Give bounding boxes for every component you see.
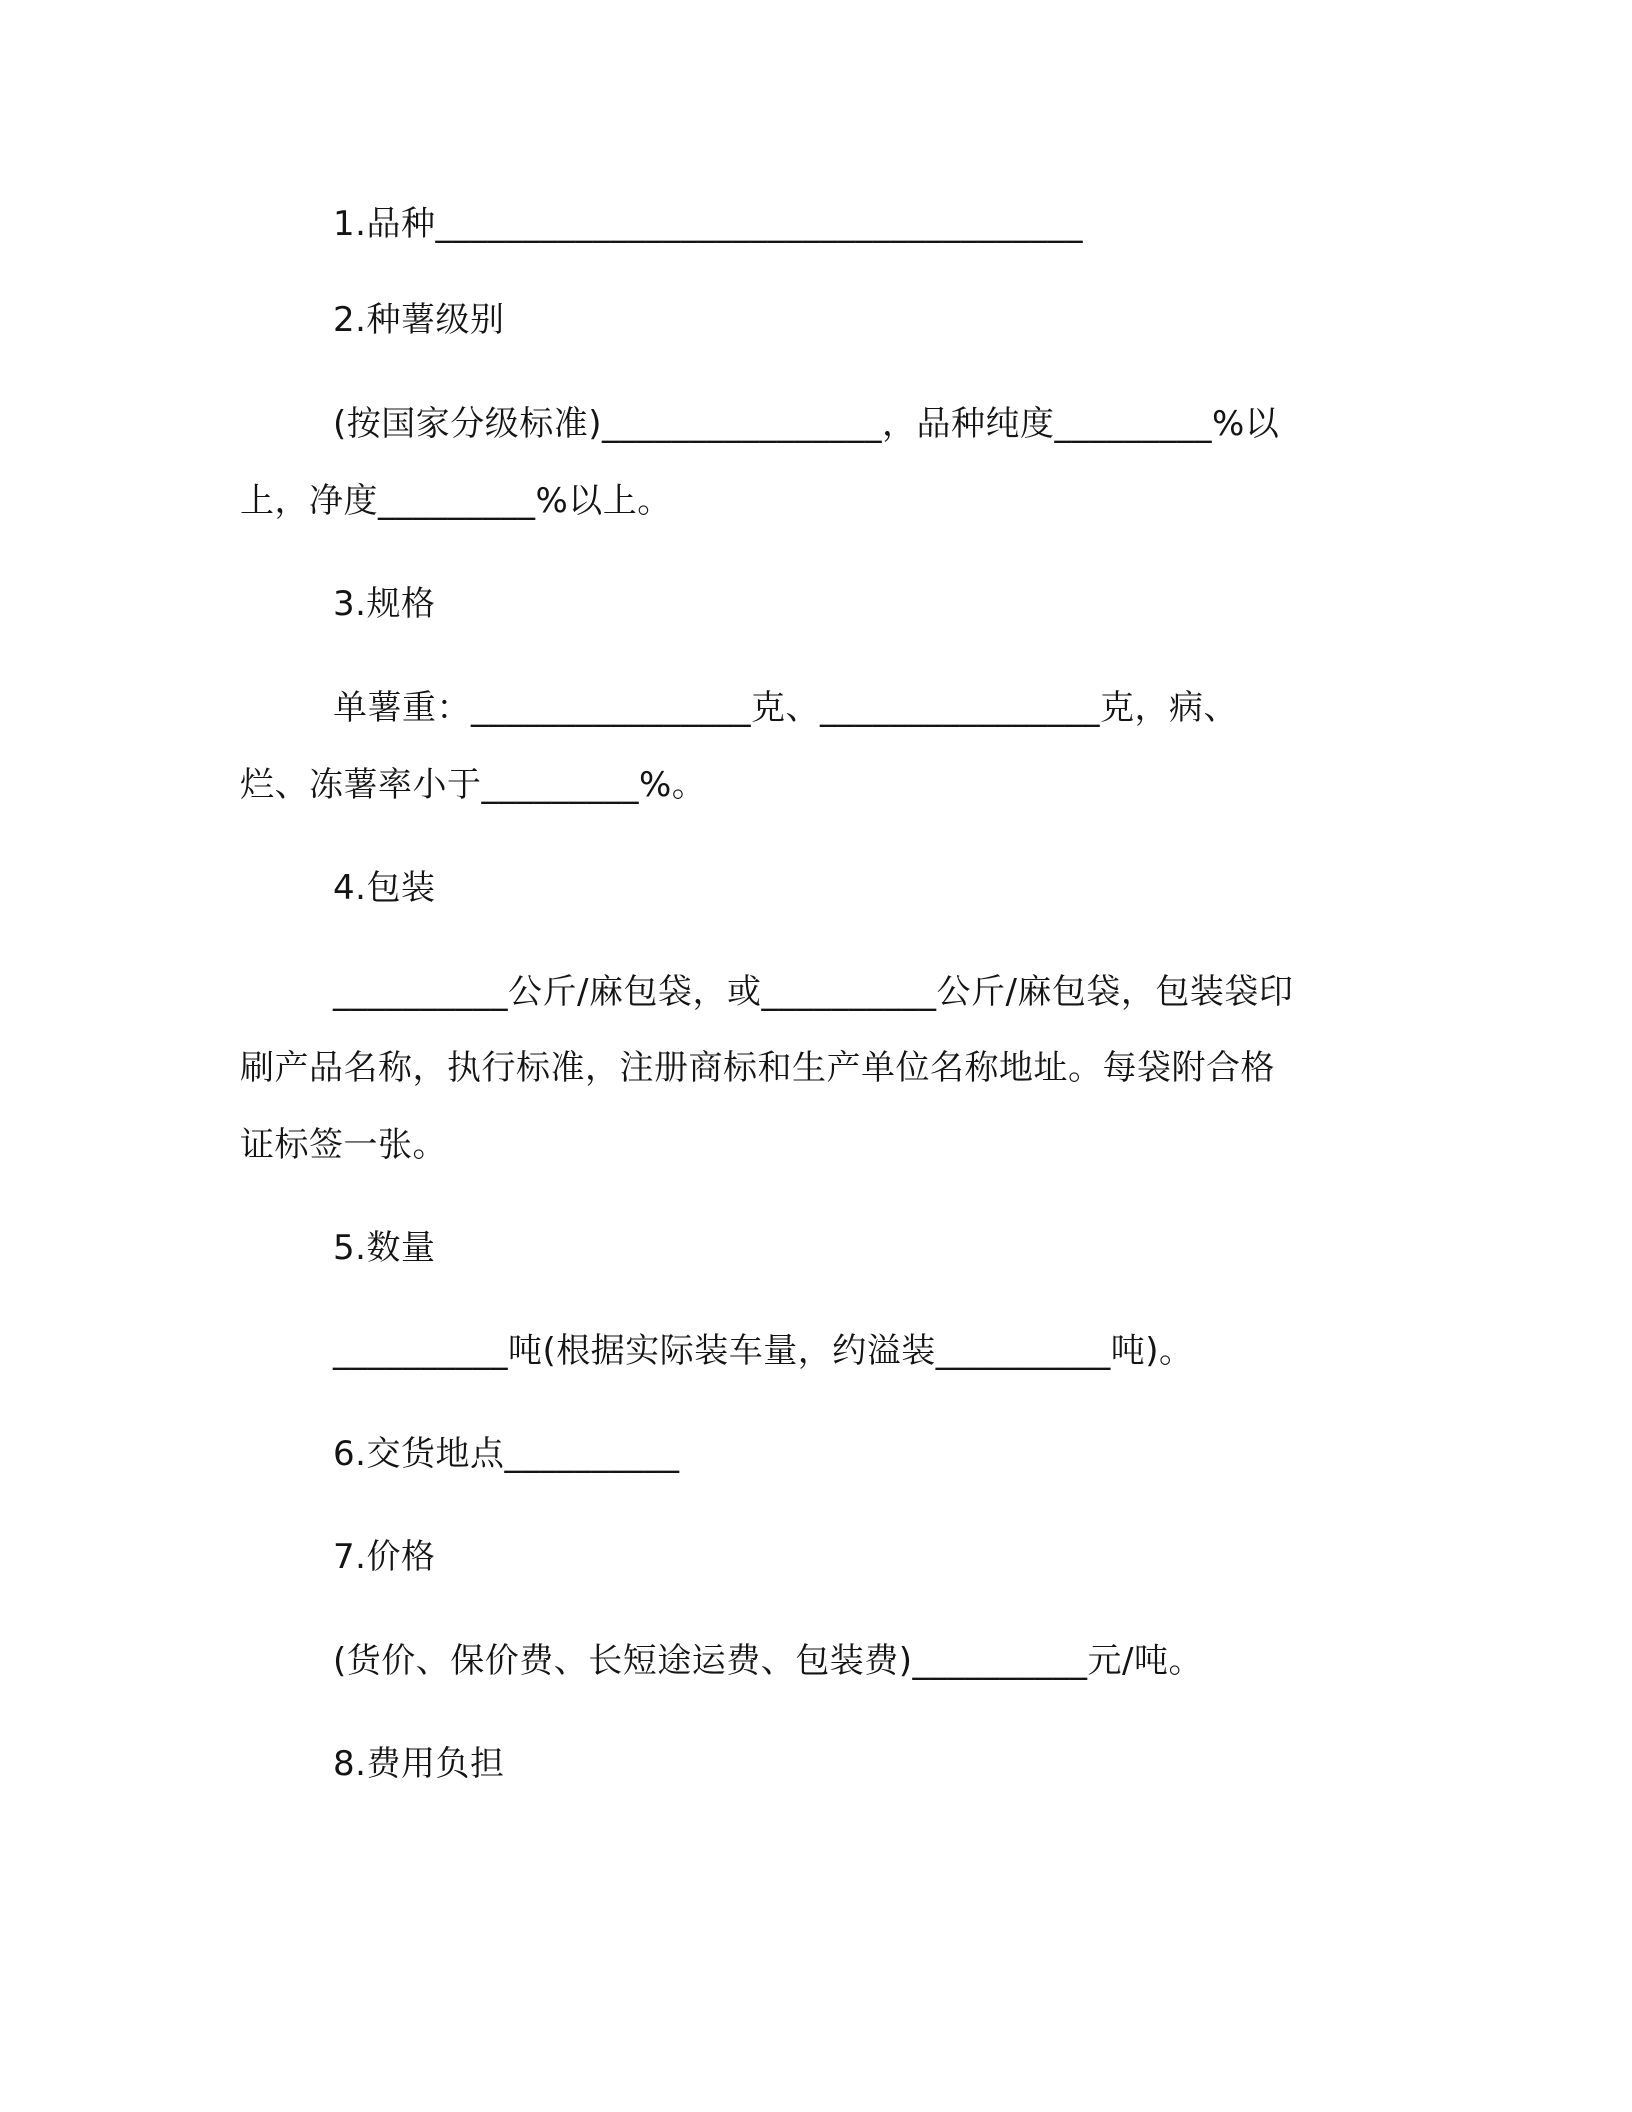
item5-heading: 5.数量 [333,1228,436,1268]
item3-heading: 3.规格 [333,584,436,624]
item7-heading: 7.价格 [333,1537,436,1577]
item4-body-line1: __________公斤/麻包袋，或__________公斤/麻包袋，包装袋印 [333,972,1294,1012]
item6-delivery-location-line: 6.交货地点__________ [333,1434,680,1474]
item2-body-line2: 上，净度_________%以上。 [240,481,672,521]
item7-body-line1: (货价、保价费、长短途运费、包装费)__________元/吨。 [333,1641,1203,1681]
item2-body-line1: (按国家分级标准)________________，品种纯度_________%以 [333,404,1280,444]
item5-body-line1: __________吨(根据实际装车量，约溢装__________吨)。 [333,1331,1194,1371]
item4-body-line3: 证标签一张。 [240,1125,447,1165]
item8-heading: 8.费用负担 [333,1744,505,1784]
item2-heading: 2.种薯级别 [333,300,505,340]
item3-body-line1: 单薯重：________________克、________________克，病、 [333,688,1238,728]
item4-heading: 4.包装 [333,868,436,908]
item3-body-line2: 烂、冻薯率小于_________%。 [240,765,707,805]
item1-variety-line: 1.品种_____________________________________ [333,204,1083,244]
item4-body-line2: 刷产品名称，执行标准，注册商标和生产单位名称地址。每袋附合格 [240,1048,1275,1088]
